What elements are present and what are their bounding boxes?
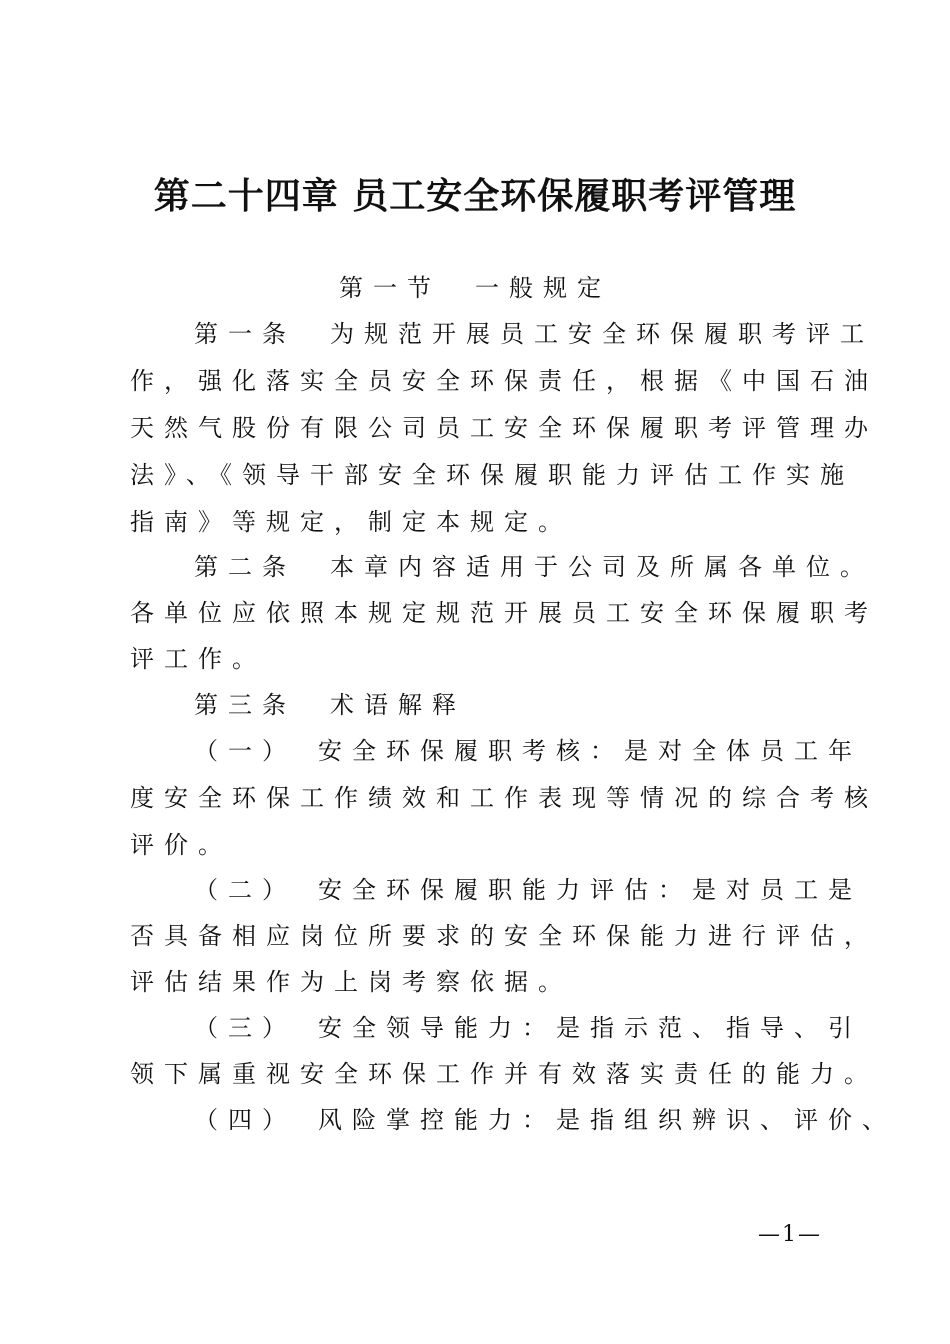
term-2-line-1: （二） 安全环保履职能力评估：是对员工是 — [194, 876, 862, 904]
article-2-line-3: 评工作。 — [130, 645, 266, 673]
term-2-line-3: 评估结果作为上岗考察依据。 — [130, 968, 572, 996]
term-3-line-2: 领下属重视安全环保工作并有效落实责任的能力。 — [130, 1060, 878, 1088]
article-2-line-1: 第二条 本章内容适用于公司及所属各单位。 — [194, 553, 874, 581]
chapter-title: 第二十四章 员工安全环保履职考评管理 — [153, 176, 797, 217]
term-3-line-1: （三） 安全领导能力：是指示范、指导、引 — [194, 1014, 862, 1042]
section-title: 第一节 一般规定 — [339, 274, 611, 302]
term-1-line-2: 度安全环保工作绩效和工作表现等情况的综合考核 — [130, 784, 878, 812]
article-3-line-1: 第三条 术语解释 — [194, 691, 466, 719]
term-1-line-1: （一） 安全环保履职考核：是对全体员工年 — [194, 737, 862, 765]
term-1-line-3: 评价。 — [130, 831, 232, 859]
term-2-line-2: 否具备相应岗位所要求的安全环保能力进行评估， — [130, 922, 878, 950]
article-2-line-2: 各单位应依照本规定规范开展员工安全环保履职考 — [130, 599, 878, 627]
article-1-line-2: 作，强化落实全员安全环保责任，根据《中国石油 — [130, 367, 878, 395]
article-1-line-3: 天然气股份有限公司员工安全环保履职考评管理办 — [130, 414, 878, 442]
page-number: —1— — [758, 1222, 822, 1247]
article-1-line-1: 第一条 为规范开展员工安全环保履职考评工 — [194, 320, 874, 348]
term-4-line-1: （四） 风险掌控能力：是指组织辨识、评价、 — [194, 1106, 896, 1134]
article-1-line-4: 法》、《领导干部安全环保履职能力评估工作实施 — [130, 461, 854, 489]
article-1-line-5: 指南》等规定，制定本规定。 — [130, 508, 572, 536]
